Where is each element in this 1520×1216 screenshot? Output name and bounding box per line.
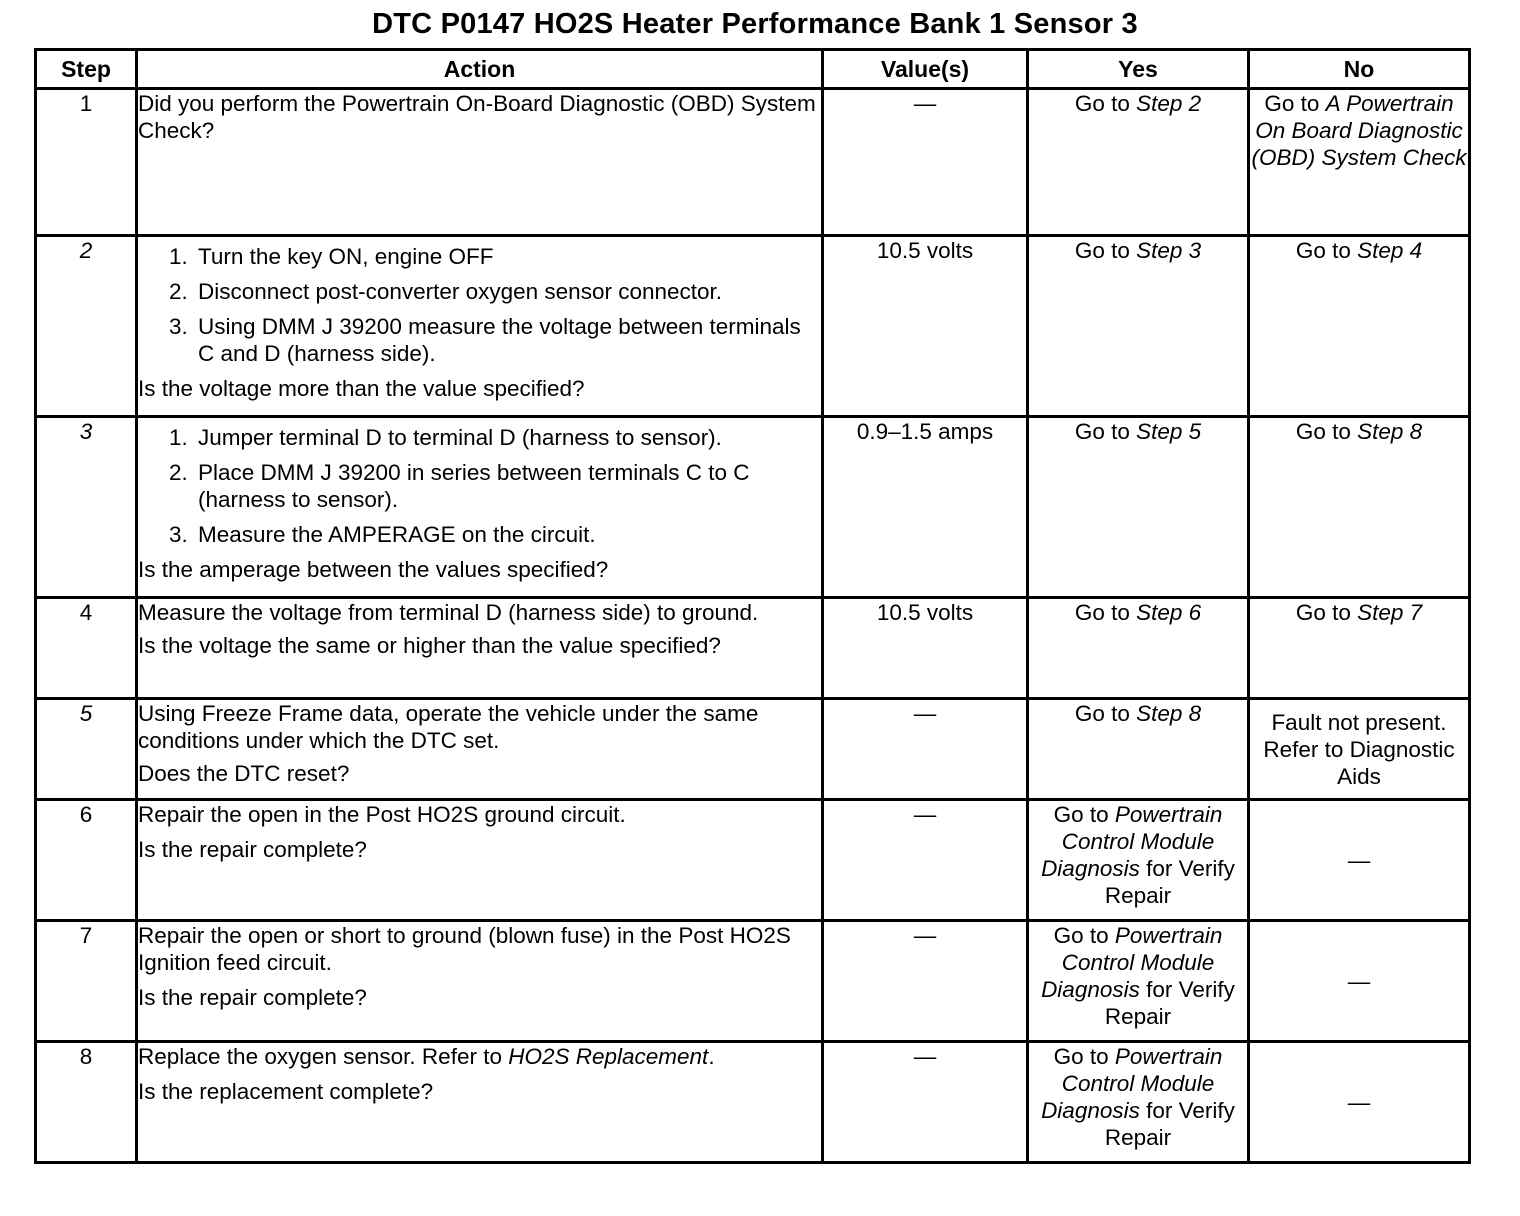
action-question: Is the voltage the same or higher than the value specified?: [138, 633, 721, 658]
action-cell: [137, 800, 823, 921]
yes-cell: [1028, 921, 1249, 1042]
yes-suffix: for Verify Repair: [1104, 856, 1235, 908]
no-prefix: Go to: [1295, 419, 1358, 444]
yes-cell: [1028, 800, 1249, 921]
yes-prefix: Go to: [1074, 419, 1137, 444]
step-number: 7: [36, 921, 137, 1042]
action-step-item: 2. Disconnect post-converter oxygen sensor connector.: [194, 278, 821, 305]
value-cell: —: [823, 921, 1028, 1042]
yes-cell: [1028, 1042, 1249, 1163]
action-cell: [137, 699, 823, 800]
yes-cell: [1028, 89, 1249, 236]
no-cell: [1249, 89, 1470, 236]
value-cell: —: [823, 1042, 1028, 1163]
yes-prefix: Go to: [1074, 600, 1137, 625]
yes-prefix: Go to: [1074, 701, 1137, 726]
action-question: Is the replacement complete?: [138, 1079, 434, 1104]
no-cell: [1249, 598, 1470, 699]
value-cell: —: [823, 699, 1028, 800]
yes-prefix: Go to: [1074, 91, 1137, 116]
step-number: 3: [36, 417, 137, 598]
action-suffix: .: [708, 1044, 715, 1069]
value-cell: —: [823, 89, 1028, 236]
action-cell: [137, 89, 823, 236]
no-text: —: [1347, 1089, 1371, 1115]
action-cell: [137, 921, 823, 1042]
action-prefix: Replace the oxygen sensor. Refer to: [138, 1044, 509, 1069]
no-text: Fault not present. Refer to Diagnostic Aids: [1263, 709, 1455, 789]
action-text: Repair the open or short to ground (blown fuse) in the Post HO2S Ignition feed circuit.: [138, 923, 791, 975]
yes-cell: [1028, 598, 1249, 699]
header-action: Action: [137, 50, 823, 89]
step-number: 5: [36, 699, 137, 800]
table-row: [36, 800, 1470, 921]
action-question: Does the DTC reset?: [138, 761, 350, 786]
yes-link[interactable]: Step 5: [1136, 419, 1202, 444]
yes-cell: [1028, 699, 1249, 800]
yes-prefix: Go to: [1053, 923, 1115, 948]
yes-suffix: for Verify Repair: [1104, 1098, 1235, 1150]
yes-prefix: Go to: [1053, 802, 1115, 827]
action-question: Is the repair complete?: [138, 985, 367, 1010]
action-question: Is the voltage more than the value specified?: [138, 376, 585, 401]
action-text: Measure the voltage from terminal D (harness side) to ground.: [138, 600, 759, 625]
action-question: Is the repair complete?: [138, 837, 367, 862]
action-cell: [137, 598, 823, 699]
no-cell: [1249, 1042, 1470, 1163]
table-row: [36, 417, 1470, 598]
yes-link[interactable]: Step 8: [1136, 701, 1202, 726]
diagnostic-table: [34, 48, 1471, 1164]
yes-prefix: Go to: [1074, 238, 1137, 263]
no-cell: [1249, 800, 1470, 921]
table-header-row: [36, 50, 1470, 89]
action-cell: [137, 1042, 823, 1163]
no-text: —: [1347, 847, 1371, 873]
no-cell: [1249, 699, 1470, 800]
header-yes: Yes: [1028, 50, 1249, 89]
no-prefix: Go to: [1295, 600, 1358, 625]
yes-link[interactable]: Step 3: [1136, 238, 1202, 263]
action-steps: [138, 243, 821, 367]
step-number: 2: [36, 236, 137, 417]
page-title: DTC P0147 HO2S Heater Performance Bank 1 Sensor 3: [372, 8, 1138, 40]
no-prefix: Go to: [1264, 91, 1326, 116]
step-number: 4: [36, 598, 137, 699]
action-link[interactable]: HO2S Replacement: [508, 1044, 709, 1069]
action-step-item: 3. Using DMM J 39200 measure the voltage between terminals C and D (harness side).: [194, 313, 821, 367]
yes-prefix: Go to: [1053, 1044, 1115, 1069]
action-step-item: 3. Measure the AMPERAGE on the circuit.: [194, 521, 821, 548]
yes-link[interactable]: Powertrain Control Module Diagnosis: [1041, 802, 1223, 881]
action-steps: [138, 424, 821, 548]
no-cell: [1249, 921, 1470, 1042]
yes-cell: [1028, 236, 1249, 417]
table-row: [36, 921, 1470, 1042]
yes-link[interactable]: Step 2: [1136, 91, 1202, 116]
action-step-item: 2. Place DMM J 39200 in series between terminals C to C (harness to sensor).: [194, 459, 821, 513]
table-row: [36, 699, 1470, 800]
value-cell: —: [823, 800, 1028, 921]
action-step-item: 1. Jumper terminal D to terminal D (harness to sensor).: [194, 424, 821, 451]
no-text: —: [1347, 968, 1371, 994]
no-link[interactable]: Step 7: [1357, 600, 1423, 625]
header-no: No: [1249, 50, 1470, 89]
yes-link[interactable]: Powertrain Control Module Diagnosis: [1041, 923, 1223, 1002]
no-link[interactable]: Step 4: [1357, 238, 1423, 263]
action-text: Using Freeze Frame data, operate the vehicle under the same conditions under which the DTC set.: [138, 701, 759, 753]
action-text: Did you perform the Powertrain On-Board Diagnostic (OBD) System Check?: [138, 91, 816, 143]
yes-cell: [1028, 417, 1249, 598]
step-number: 6: [36, 800, 137, 921]
yes-link[interactable]: Step 6: [1136, 600, 1202, 625]
action-question: Is the amperage between the values specified?: [138, 557, 609, 582]
value-cell: 0.9–1.5 amps: [823, 417, 1028, 598]
header-values: Value(s): [823, 50, 1028, 89]
action-cell: [137, 417, 823, 598]
action-step-item: 1. Turn the key ON, engine OFF: [194, 243, 821, 270]
table-row: [36, 236, 1470, 417]
action-text: Repair the open in the Post HO2S ground circuit.: [138, 802, 626, 827]
action-cell: [137, 236, 823, 417]
yes-suffix: for Verify Repair: [1104, 977, 1235, 1029]
value-cell: 10.5 volts: [823, 598, 1028, 699]
no-prefix: Go to: [1295, 238, 1358, 263]
no-link[interactable]: Step 8: [1357, 419, 1423, 444]
table-row: [36, 89, 1470, 236]
value-cell: 10.5 volts: [823, 236, 1028, 417]
no-link[interactable]: A Powertrain On Board Diagnostic (OBD) System Check: [1251, 91, 1467, 170]
table-row: [36, 1042, 1470, 1163]
no-cell: [1249, 236, 1470, 417]
step-number: 1: [36, 89, 137, 236]
step-number: 8: [36, 1042, 137, 1163]
no-cell: [1249, 417, 1470, 598]
yes-link[interactable]: Powertrain Control Module Diagnosis: [1041, 1044, 1223, 1123]
header-step: Step: [36, 50, 137, 89]
action-text: [138, 1043, 821, 1070]
table-row: [36, 598, 1470, 699]
